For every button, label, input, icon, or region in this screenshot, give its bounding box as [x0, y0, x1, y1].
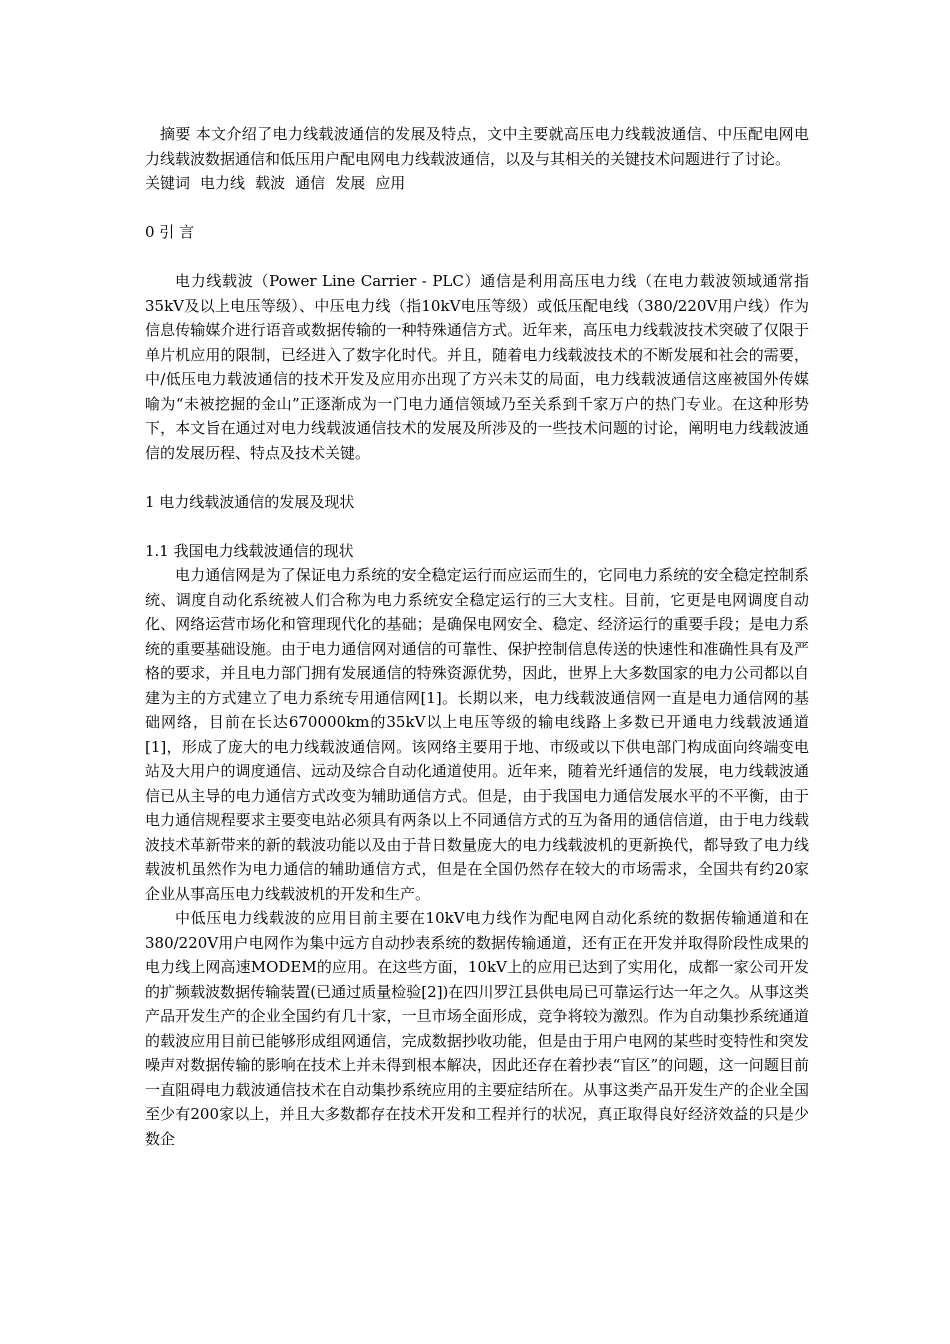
section-0-heading: 0 引 言	[145, 223, 195, 241]
keyword-item: 应用	[375, 174, 406, 192]
spacer	[145, 196, 809, 221]
section-1-1-heading: 1.1 我国电力线载波通信的现状	[145, 541, 354, 560]
body-paragraph: 中低压电力线载波的应用目前主要在10kV电力线作为配电网自动化系统的数据传输通道和在380/220V用户电网作为集中远方自动抄表系统的数据传输通道，还有正在开发并取得阶段性成果的电力线上网高速MODEM的应用。在这些方面，10kV上的应用已达到了实用化，成都一家公司开发的扩频载波数据传输装置(已通过质量检验[2])在四川罗江县供电局已可靠运行达一年之久。从事这类产品开发生产的企业全国约有几十家，一旦市场全面形成，竞争将较为激烈。作为自动集抄系统通道的载波应用目前已能够形成组网通信，完成数据抄收功能，但是由于用户电网的某些时变特性和突发噪声对数据传输的影响在技术上并未得到根本解决，因此还存在着抄表“盲区”的问题，这一问题目前一直阻碍电力载波通信技术在自动集抄系统应用的主要症结所在。从事这类产品开发生产的企业全国至少有200家以上，并且大多数都存在技术开发和工程并行的状况，真正取得良好经济效益的只是少数企	[145, 909, 809, 1148]
spacer	[145, 245, 809, 270]
keyword-item: 电力线	[200, 174, 246, 192]
abstract-paragraph: 摘要 本文介绍了电力线载波通信的发展及特点，文中主要就高压电力线载波通信、中压配电网电力线载波数据通信和低压用户配电网电力线载波通信，以及与其相关的关键技术问题进行了讨论。	[145, 125, 809, 168]
section-1-heading: 1 电力线载波通信的发展及现状	[145, 492, 355, 511]
keyword-item: 通信	[295, 174, 326, 192]
keywords-line	[145, 171, 809, 196]
spacer	[145, 514, 809, 539]
keyword-item: 载波	[255, 174, 286, 192]
spacer	[145, 465, 809, 490]
intro-paragraph: 电力线载波（Power Line Carrier - PLC）通信是利用高压电力线（在电力载波领域通常指35kV及以上电压等级）、中压电力线（指10kV电压等级）或低压配电线（380/220V用户线）作为信息传输媒介进行语音或数据传输的一种特殊通信方式。近年来，高压电力线载波技术突破了仅限于单片机应用的限制，已经进入了数字化时代。并且，随着电力线载波技术的不断发展和社会的需要，中/低压电力载波通信的技术开发及应用亦出现了方兴未艾的局面，电力线载波通信这座被国外传媒喻为“未被挖掘的金山”正逐渐成为一门电力通信领域乃至关系到千家万户的热门专业。在这种形势下，本文旨在通过对电力线载波通信技术的发展及所涉及的一些技术问题的讨论，阐明电力线载波通信的发展历程、特点及技术关键。	[145, 272, 809, 462]
keyword-item: 发展	[335, 174, 366, 192]
document-page	[145, 122, 809, 1151]
body-paragraph: 电力通信网是为了保证电力系统的安全稳定运行而应运而生的，它同电力系统的安全稳定控制系统、调度自动化系统被人们合称为电力系统安全稳定运行的三大支柱。目前，它更是电网调度自动化、网络运营市场化和管理现代化的基础；是确保电网安全、稳定、经济运行的重要手段；是电力系统的重要基础设施。由于电力通信网对通信的可靠性、保护控制信息传送的快速性和准确性具有及严格的要求，并且电力部门拥有发展通信的特殊资源优势，因此，世界上大多数国家的电力公司都以自建为主的方式建立了电力系统专用通信网[1]。长期以来，电力线载波通信网一直是电力通信网的基础网络，目前在长达670000km的35kV以上电压等级的输电线路上多数已开通电力线载波通道[1]，形成了庞大的电力线载波通信网。该网络主要用于地、市级或以下供电部门构成面向终端变电站及大用户的调度通信、远动及综合自动化通道使用。近年来，随着光纤通信的发展，电力线载波通信已从主导的电力通信方式改变为辅助通信方式。但是，由于我国电力通信发展水平的不平衡，由于电力通信规程要求主要变电站必须具有两条以上不同通信方式的互为备用的通信信道，由于电力线载波技术革新带来的新的载波功能以及由于昔日数量庞大的电力线载波机的更新换代，都导致了电力线载波机虽然作为电力通信的辅助通信方式，但是在全国仍然存在较大的市场需求，全国共有约20家企业从事高压电力线载波机的开发和生产。	[145, 566, 809, 903]
keywords-label: 关键词	[145, 174, 191, 192]
